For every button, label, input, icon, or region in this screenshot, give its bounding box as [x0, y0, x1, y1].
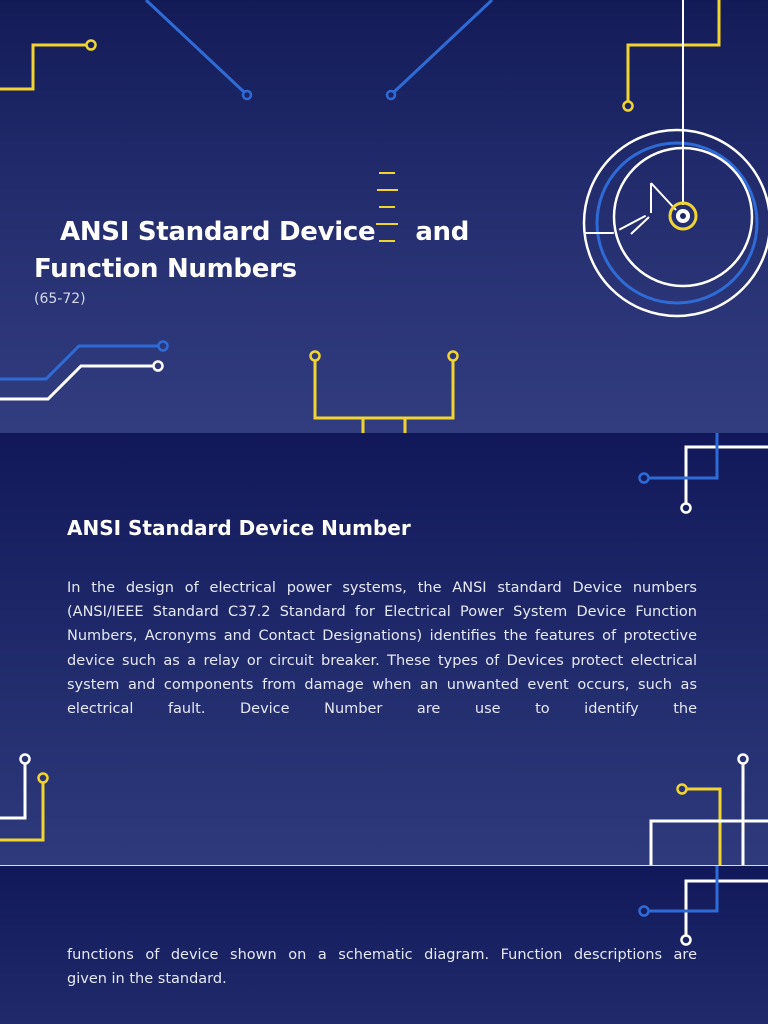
content-slide [0, 433, 768, 865]
body-paragraph-continued [67, 943, 697, 991]
title-line-1-text: ANSI Standard Device [60, 217, 376, 247]
paragraph-line-1: functions of device shown on a schematic diagram. Function descriptions are [67, 947, 697, 963]
section-heading: ANSI Standard Device Number [67, 516, 411, 540]
title-slide [0, 0, 768, 433]
title-line-2: Function Numbers [34, 254, 297, 284]
paragraph-line-2: given in the standard. [67, 971, 227, 988]
slide-subtitle: (65-72) [34, 291, 86, 307]
slide-title [34, 214, 474, 288]
continuation-slide [0, 866, 768, 1024]
title-line-1-and: and [415, 217, 470, 247]
concentric-circle-dial-icon [584, 0, 768, 316]
title-line-1 [34, 214, 474, 251]
body-paragraph: In the design of electrical power systems, the ANSI standard Device numbers (ANSI/IEEE Standard C37.2 Standard for Electrical Power System Device Function Numbers, Acronyms and Contact Designations) identifies the features of protective device such as a relay or circuit breaker. These types of Devices protect electrical system and components from damage when an unwanted event occurs, such as electrical fault. Device Number are use to identify the [67, 580, 697, 718]
